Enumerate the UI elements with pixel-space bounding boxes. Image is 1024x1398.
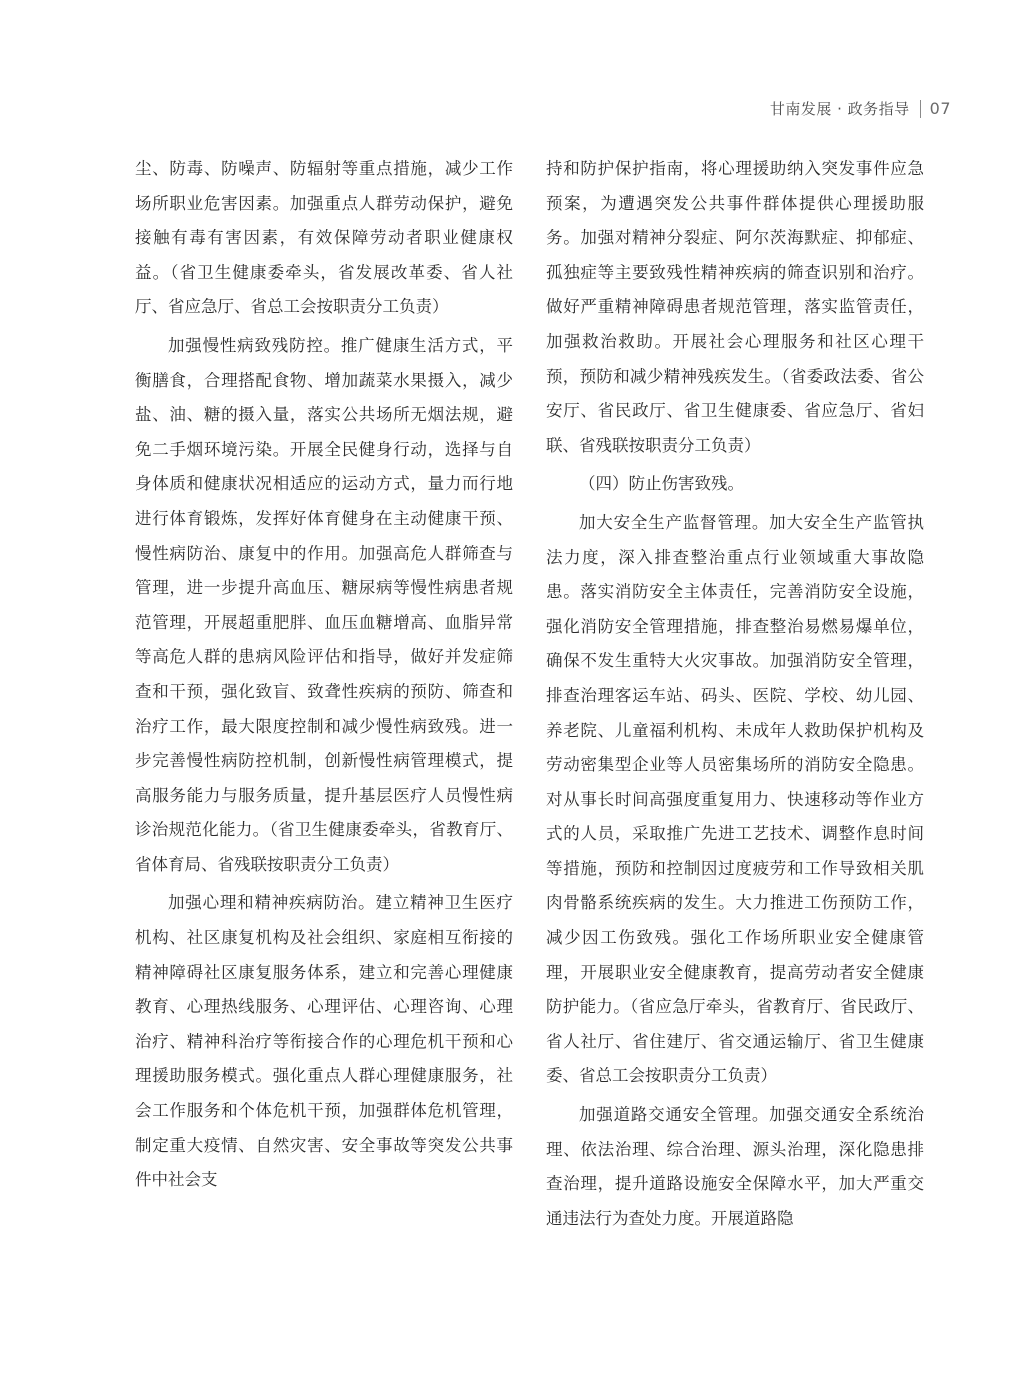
- paragraph: 加强道路交通安全管理。加强交通安全系统治理、依法治理、综合治理、源头治理，深化隐患排查治理，提升道路设施安全保障水平，加大严重交通违法行为查处力度。开展道路隐: [546, 1105, 924, 1228]
- header-title: 甘南发展 · 政务指导: [769, 100, 910, 118]
- header-divider: [920, 100, 921, 118]
- paragraph: 持和防护保护指南，将心理援助纳入突发事件应急预案，为遭遇突发公共事件群体提供心理援助服务。加强对精神分裂症、阿尔茨海默症、抑郁症、孤独症等主要致残性精神疾病的筛查识别和治疗。做好严重精神障碍患者规范管理，落实监管责任，加强救治救助。开展社会心理服务和社区心理干预，预防和减少精神残疾发生。（省委政法委、省公安厅、省民政厅、省卫生健康委、省应急厅、省妇联、省残联按职责分工负责）: [546, 159, 924, 455]
- paragraph: 加强慢性病致残防控。推广健康生活方式，平衡膳食，合理搭配食物、增加蔬菜水果摄入，减少盐、油、糖的摄入量，落实公共场所无烟法规，避免二手烟环境污染。开展全民健身行动，选择与自身体质和健康状况相适应的运动方式，量力而行地进行体育锻炼，发挥好体育健身在主动健康干预、慢性病防治、康复中的作用。加强高危人群筛查与管理，进一步提升高血压、糖尿病等慢性病患者规范管理，开展超重肥胖、血压血糖增高、血脂异常等高危人群的患病风险评估和指导，做好并发症筛查和干预，强化致盲、致聋性疾病的预防、筛查和治疗工作，最大限度控制和减少慢性病致残。进一步完善慢性病防控机制，创新慢性病管理模式，提高服务能力与服务质量，提升基层医疗人员慢性病诊治规范化能力。（省卫生健康委牵头，省教育厅、省体育局、省残联按职责分工负责）: [135, 335, 513, 874]
- page-number: 07: [929, 99, 951, 118]
- paragraph: 加大安全生产监督管理。加大安全生产监管执法力度，深入排查整治重点行业领域重大事故隐患。落实消防安全主体责任，完善消防安全设施，强化消防安全管理措施，排查整治易燃易爆单位，确保不发生重特大火灾事故。加强消防安全管理，排查治理客运车站、码头、医院、学校、幼儿园、养老院、儿童福利机构、未成年人救助保护机构及劳动密集型企业等人员密集场所的消防安全隐患。对从事长时间高强度重复用力、快速移动等作业方式的人员，采取推广先进工艺技术、调整作息时间等措施，预防和控制因过度疲劳和工作导致相关肌肉骨骼系统疾病的发生。大力推进工伤预防工作，减少因工伤致残。强化工作场所职业安全健康管理，开展职业安全健康教育，提高劳动者安全健康防护能力。（省应急厅牵头，省教育厅、省民政厅、省人社厅、省住建厅、省交通运输厅、省卫生健康委、省总工会按职责分工负责）: [546, 512, 924, 1086]
- section-heading: （四）防止伤害致残。: [579, 474, 744, 494]
- paragraph: 尘、防毒、防噪声、防辐射等重点措施，减少工作场所职业危害因素。加强重点人群劳动保护，避免接触有毒有害因素，有效保障劳动者职业健康权益。（省卫生健康委牵头，省发展改革委、省人社厅、省应急厅、省总工会按职责分工负责）: [135, 159, 513, 317]
- left-column: [135, 152, 513, 1198]
- running-header: [770, 98, 951, 119]
- paragraph: 加强心理和精神疾病防治。建立精神卫生医疗机构、社区康复机构及社会组织、家庭相互衔接的精神障碍社区康复服务体系，建立和完善心理健康教育、心理热线服务、心理评估、心理咨询、心理治疗、精神科治疗等衔接合作的心理危机干预和心理援助服务模式。强化重点人群心理健康服务，社会工作服务和个体危机干预，加强群体危机管理，制定重大疫情、自然灾害、安全事故等突发公共事件中社会支: [135, 893, 513, 1190]
- right-column: [546, 152, 924, 1236]
